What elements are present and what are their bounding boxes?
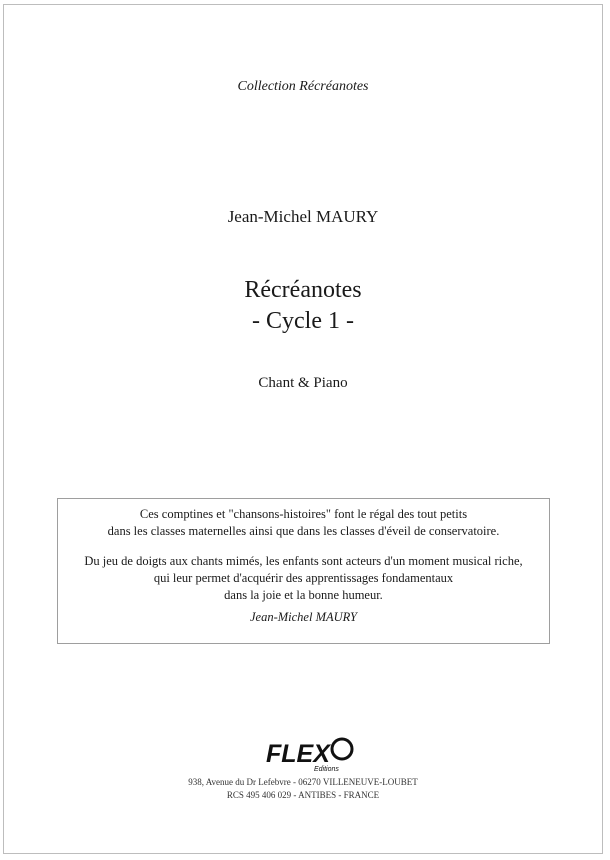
collection-name: Collection Récréanotes (237, 79, 369, 94)
instrumentation: Chant & Piano (258, 375, 348, 391)
description-line: dans la joie et la bonne humeur. (224, 588, 383, 602)
description-line: Ces comptines et "chansons-histoires" font le régal des tout petits (139, 507, 468, 521)
description-box (57, 498, 550, 644)
logo-subtext: Editions (314, 766, 339, 773)
description-line: qui leur permet d'acquérir des apprentissages fondamentaux (153, 571, 454, 585)
address-line: 938, Avenue du Dr Lefebvre - 06270 VILLENEUVE-LOUBET (188, 777, 418, 787)
work-title: Récréanotes (244, 277, 362, 303)
description-line: dans les classes maternelles ainsi que dans les classes d'éveil de conservatoire. (107, 524, 500, 538)
publisher-address (4, 776, 602, 802)
composer-name: Jean-Michel MAURY (227, 207, 379, 226)
address-line: RCS 495 406 029 - ANTIBES - FRANCE (226, 790, 380, 800)
description-signature: Jean-Michel MAURY (249, 610, 358, 624)
flex-editions-logo (262, 735, 356, 775)
work-subtitle: - Cycle 1 - (252, 308, 354, 334)
logo-wordmark: FLEX (266, 740, 330, 768)
score-cover-page (3, 4, 603, 854)
description-line: Du jeu de doigts aux chants mimés, les enfants sont acteurs d'un moment musical riche, (84, 554, 523, 568)
